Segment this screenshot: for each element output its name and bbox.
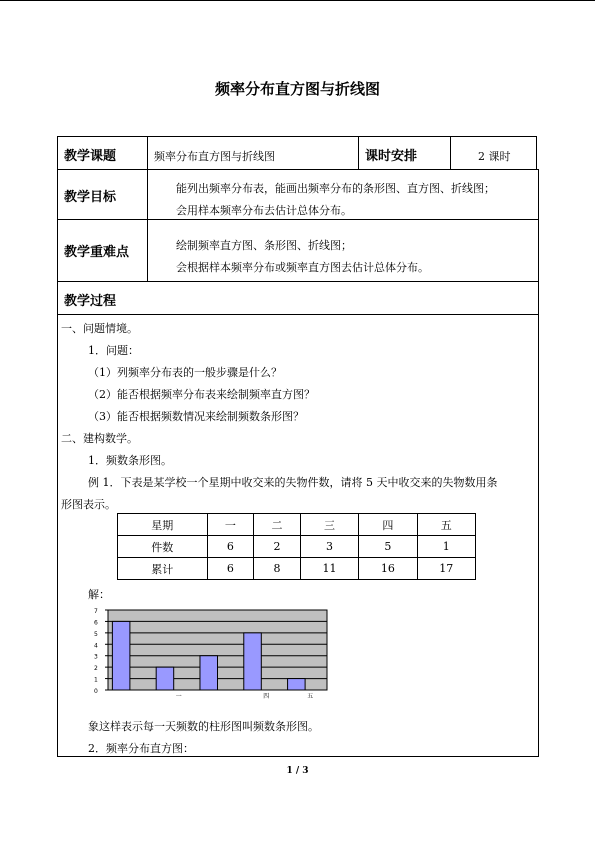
text-line: 1．频数条形图。 — [88, 454, 172, 467]
table-cell: 1 — [417, 536, 475, 558]
y-tick-label: 1 — [94, 676, 98, 684]
key-label: 教学重难点 — [64, 245, 130, 260]
y-tick-label: 7 — [94, 608, 98, 615]
goal-line: 会用样本频率分布去估计总体分布。 — [176, 204, 352, 217]
key-line: 绘制频率直方图、条形图、折线图； — [176, 239, 352, 252]
schedule-value: 2 课时 — [478, 150, 511, 163]
y-tick-label: 3 — [94, 653, 98, 661]
key-line: 会根据样本频率分布或频率直方图去估计总体分布。 — [176, 261, 429, 274]
section-heading: 二、建构数学。 — [61, 432, 138, 445]
table-header-row — [118, 514, 476, 536]
table-cell: 星期 — [118, 514, 208, 536]
text-line: 象这样表示每一天频数的柱形图叫频数条形图。 — [88, 720, 319, 733]
y-tick-label: 4 — [94, 642, 98, 650]
lost-items-table — [117, 513, 476, 580]
text-line: （1）列频率分布表的一般步骤是什么？ — [88, 366, 282, 379]
schedule-label: 课时安排 — [365, 149, 418, 164]
x-tick-label: 五 — [307, 693, 314, 700]
table-cell: 3 — [300, 536, 358, 558]
text-line: 例 1．下表是某学校一个星期中收交来的失物件数，请将 5 天中收交来的失物数用条 — [88, 476, 498, 489]
y-tick-label: 5 — [94, 630, 98, 638]
goal-line: 能列出频率分布表，能画出频率分布的条形图、直方图、折线图； — [176, 182, 495, 195]
divider — [147, 136, 148, 170]
topic-row — [57, 136, 537, 170]
text-line: 形图表示。 — [61, 498, 116, 511]
table-cell: 11 — [300, 558, 358, 580]
divider — [358, 136, 359, 170]
y-tick-label: 2 — [94, 665, 98, 673]
text-line: 1．问题： — [88, 344, 139, 357]
topic-label: 教学课题 — [64, 149, 117, 164]
divider — [147, 169, 148, 220]
section-heading: 一、问题情境。 — [61, 322, 138, 335]
table-cell: 2 — [254, 536, 301, 558]
table-cell: 三 — [300, 514, 358, 536]
table-row — [118, 536, 476, 558]
bar — [112, 621, 130, 690]
divider — [147, 219, 148, 282]
bar — [156, 667, 174, 690]
bar — [200, 656, 218, 690]
x-tick-label: 一 — [175, 693, 182, 700]
table-cell: 五 — [417, 514, 475, 536]
bar — [244, 633, 262, 690]
table-cell: 二 — [254, 514, 301, 536]
page-title: 频率分布直方图与折线图 — [214, 80, 380, 98]
y-tick-label: 0 — [94, 688, 98, 695]
table-cell: 5 — [359, 536, 417, 558]
table-cell: 16 — [359, 558, 417, 580]
goal-label: 教学目标 — [64, 190, 117, 205]
table-cell: 累计 — [118, 558, 208, 580]
table-cell: 6 — [207, 558, 254, 580]
process-label: 教学过程 — [64, 294, 117, 309]
bar — [288, 679, 306, 690]
page-number: 1 / 3 — [286, 766, 309, 776]
top-rule — [0, 0, 595, 1]
table-cell: 四 — [359, 514, 417, 536]
text-line: 2．频率分布直方图： — [88, 742, 194, 755]
text-line: （3）能否根据频数情况来绘制频数条形图？ — [88, 410, 304, 423]
table-cell: 6 — [207, 536, 254, 558]
divider — [450, 136, 451, 170]
frequency-bar-chart — [88, 604, 333, 706]
table-cell: 17 — [417, 558, 475, 580]
table-cell: 8 — [254, 558, 301, 580]
process-row — [57, 281, 539, 315]
topic-value: 频率分布直方图与折线图 — [154, 150, 275, 163]
y-tick-label: 6 — [94, 619, 98, 627]
table-row — [118, 558, 476, 580]
table-cell: 件数 — [118, 536, 208, 558]
text-line: （2）能否根据频率分布表来绘制频率直方图？ — [88, 388, 315, 401]
table-cell: 一 — [207, 514, 254, 536]
x-tick-label: 四 — [263, 693, 270, 700]
solution-label: 解： — [88, 588, 110, 601]
